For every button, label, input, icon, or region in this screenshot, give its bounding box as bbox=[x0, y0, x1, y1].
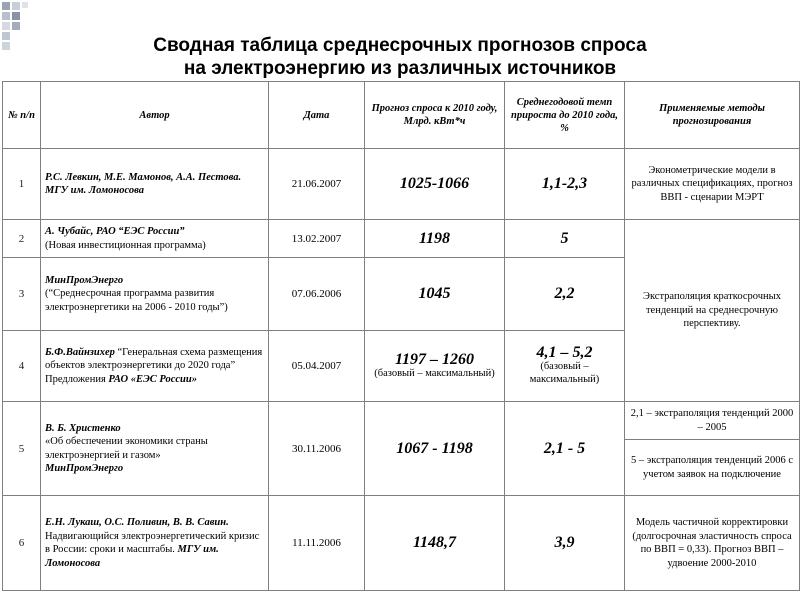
row-date: 13.02.2007 bbox=[269, 220, 365, 258]
forecast-value: 1197 – 1260 bbox=[394, 350, 475, 368]
row-date: 30.11.2006 bbox=[269, 402, 365, 496]
row-number: 2 bbox=[3, 220, 41, 258]
forecast-value: 1198 bbox=[418, 229, 451, 247]
header-methods: Применяемые методы прогнозирования bbox=[625, 82, 800, 149]
row-author bbox=[41, 331, 269, 402]
row-number: 6 bbox=[3, 496, 41, 591]
row-method: Модель частичной корректировки (долгосрочная эластичность спроса по ВВП = 0,33). Прогноз ВВП – удвоение 2000-2010 bbox=[625, 496, 800, 591]
forecast-value: 1067 - 1198 bbox=[396, 439, 473, 457]
row-author bbox=[41, 496, 269, 591]
forecast-value: 1148,7 bbox=[412, 534, 457, 551]
row-method-a: 2,1 – экстраполяция тенденций 2000 – 2005 bbox=[625, 402, 800, 440]
row-number: 3 bbox=[3, 258, 41, 331]
header-rate: Среднегодовой темп прироста до 2010 года, % bbox=[505, 82, 625, 149]
author-name: Е.Н. Лукаш, О.С. Поливин, В. В. Савин. bbox=[45, 517, 229, 528]
header-num: № п/п bbox=[3, 82, 41, 149]
row-rate bbox=[505, 258, 625, 331]
page-title bbox=[0, 34, 800, 80]
row-date: 07.06.2006 bbox=[269, 258, 365, 331]
row-method-b: 5 – экстраполяция тенденций 2006 с учетом заявок на подключение bbox=[625, 440, 800, 496]
row-forecast bbox=[365, 402, 505, 496]
row-author bbox=[41, 402, 269, 496]
row-author bbox=[41, 220, 269, 258]
rate-note: (базовый – максимальный) bbox=[529, 361, 600, 385]
table-row bbox=[3, 496, 800, 591]
author-note: “Генеральная схема размещения объектов электроэнергетики до 2020 года” Предложения bbox=[45, 346, 263, 385]
author-name: А. Чубайс, РАО “ЕЭС России” bbox=[45, 226, 185, 237]
row-date: 11.11.2006 bbox=[269, 496, 365, 591]
row-number: 4 bbox=[3, 331, 41, 402]
author-note: «Об обеспечении экономики страны электроэнергией и газом» bbox=[45, 436, 208, 461]
row-rate bbox=[505, 331, 625, 402]
author-org: РАО «ЕЭС России» bbox=[108, 373, 197, 385]
header-date: Дата bbox=[269, 82, 365, 149]
table-row bbox=[3, 149, 800, 220]
row-number: 1 bbox=[3, 149, 41, 220]
title-line-2: на электроэнергию из различных источников bbox=[183, 58, 617, 79]
rate-value: 1,1-2,3 bbox=[541, 175, 588, 192]
table-row bbox=[3, 402, 800, 440]
header-author: Автор bbox=[41, 82, 269, 149]
table-header-row bbox=[3, 82, 800, 149]
row-method-merged: Экстраполяция краткосрочных тенденций на среднесрочную перспективу. bbox=[625, 220, 800, 402]
row-number: 5 bbox=[3, 402, 41, 496]
rate-value: 5 bbox=[560, 229, 569, 247]
author-note: (“Среднесрочная программа развития электроэнергетики на 2006 - 2010 годы”) bbox=[45, 288, 228, 313]
row-rate bbox=[505, 496, 625, 591]
row-rate bbox=[505, 220, 625, 258]
author-name: МинПромЭнерго bbox=[45, 274, 124, 286]
author-note: (Новая инвестиционная программа) bbox=[45, 239, 206, 251]
rate-value: 3,9 bbox=[554, 534, 575, 551]
table-row bbox=[3, 220, 800, 258]
row-forecast bbox=[365, 258, 505, 331]
rate-value: 2,1 - 5 bbox=[543, 439, 586, 457]
row-forecast bbox=[365, 149, 505, 220]
row-forecast bbox=[365, 220, 505, 258]
rate-value: 2,2 bbox=[554, 285, 575, 302]
author-org: МинПромЭнерго bbox=[45, 463, 124, 474]
forecast-value: 1045 bbox=[418, 285, 451, 302]
row-date: 05.04.2007 bbox=[269, 331, 365, 402]
author-note: Надвигающийся электроэнергетический кризис в России: сроки и масштабы. bbox=[45, 530, 260, 555]
row-author bbox=[41, 258, 269, 331]
rate-value: 4,1 – 5,2 bbox=[536, 344, 593, 361]
author-name: В. Б. Христенко bbox=[45, 422, 121, 434]
row-date: 21.06.2007 bbox=[269, 149, 365, 220]
author-org: МГУ им. Ломоносова bbox=[45, 544, 219, 569]
forecast-table bbox=[2, 81, 800, 591]
author-name: Р.С. Левкин, М.Е. Мамонов, А.А. Пестова. МГУ им. Ломоносова bbox=[45, 171, 242, 196]
author-name: Б.Ф.Вайнзихер bbox=[45, 346, 115, 358]
row-forecast bbox=[365, 496, 505, 591]
row-method: Эконометрические модели в различных спецификациях, прогноз ВВП - сценарии МЭРТ bbox=[625, 149, 800, 220]
row-rate bbox=[505, 402, 625, 496]
header-forecast: Прогноз спроса к 2010 году, Млрд. кВт*ч bbox=[365, 82, 505, 149]
row-forecast bbox=[365, 331, 505, 402]
row-author bbox=[41, 149, 269, 220]
forecast-note: (базовый – максимальный) bbox=[374, 367, 495, 379]
row-rate bbox=[505, 149, 625, 220]
title-line-1: Сводная таблица среднесрочных прогнозов спроса bbox=[153, 35, 647, 56]
forecast-value: 1025-1066 bbox=[399, 175, 470, 192]
